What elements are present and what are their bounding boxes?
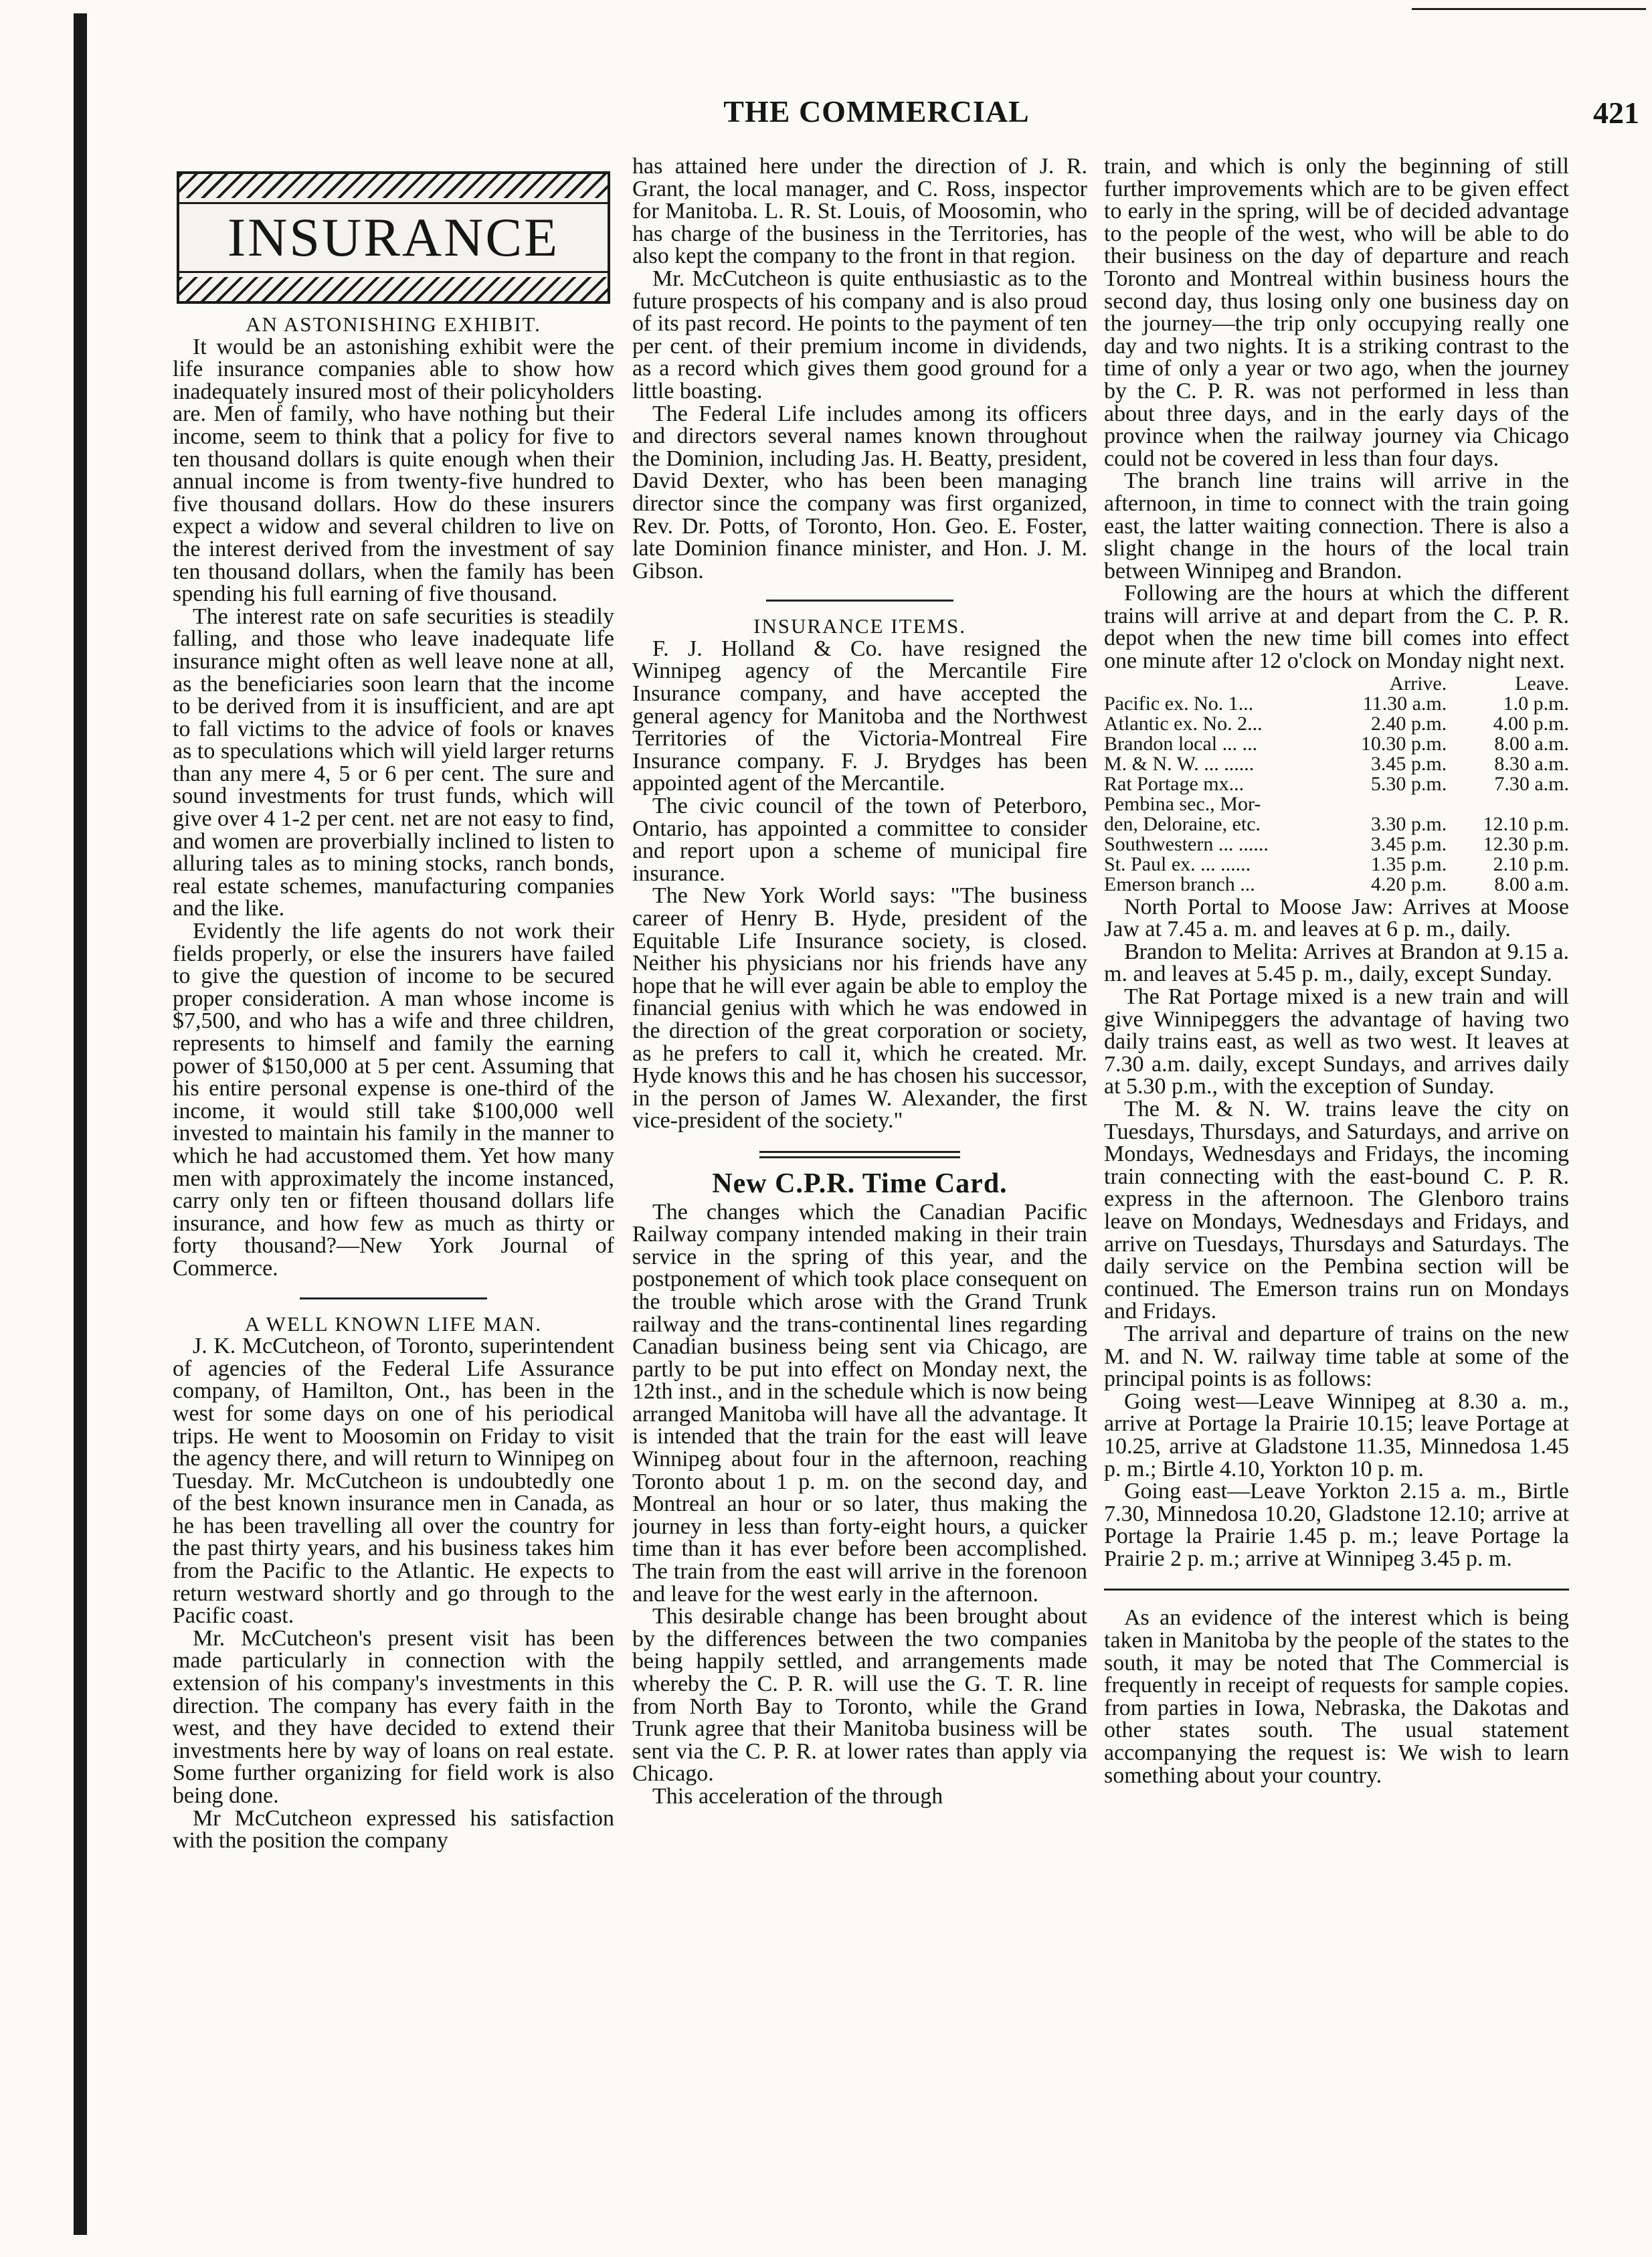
article-headline-cpr-time-card: New C.P.R. Time Card.: [712, 1168, 1008, 1199]
page-number: 421: [1593, 96, 1639, 130]
article-paragraph: train, and which is only the beginning of still further improvements which are to be given effect to early in the spring, will be of decided advantage to the people of the west, who will be able to do their business on the day of departure and reach Toronto and Montreal within business hours the second day, thus losing only one business day on the journey—the trip only occupying really one day and two nights. It is a striking contrast to the time of only a year or two ago, when the journey by the C. P. R. was not performed in less than about three days, and in the early days of the province when the railway journey via Chicago could not be covered in less than four days.: [1104, 155, 1569, 471]
train-timetable: [1104, 674, 1569, 895]
section-divider: [766, 600, 953, 602]
timetable-train-name: Southwestern ... ......: [1104, 832, 1269, 855]
article-paragraph: Mr. McCutcheon is quite enthusiastic as to the future prospects of his company and is also proud of its past record. He points to the payment of ten per cent. of their premium income in dividends, as a record which gives them good ground for a little boasting.: [632, 266, 1087, 403]
timetable-train-name: Pembina sec., Mor-: [1104, 792, 1261, 815]
timetable-train-name: Emerson branch ...: [1104, 873, 1255, 895]
timetable-row: [1104, 794, 1569, 814]
timetable-leave-time: 12.10 p.m.: [1483, 812, 1569, 835]
timetable-header-leave: Leave.: [1515, 672, 1569, 695]
section-divider: [1104, 1589, 1569, 1591]
timetable-arrive-time: 11.30 a.m.: [1362, 692, 1447, 715]
section-divider: [300, 1297, 487, 1299]
timetable-arrive-time: 10.30 p.m.: [1360, 732, 1447, 755]
timetable-row: [1104, 714, 1569, 734]
page-binding-edge: [74, 13, 87, 2235]
timetable-row: [1104, 774, 1569, 794]
top-rule: [1412, 8, 1646, 10]
timetable-train-name: Atlantic ex. No. 2...: [1104, 712, 1263, 735]
article-paragraph: North Portal to Moose Jaw: Arrives at Moose Jaw at 7.45 a. m. and leaves at 6 p. m., daily.: [1104, 894, 1569, 942]
timetable-train-name: Brandon local ... ...: [1104, 732, 1258, 755]
article-paragraph: has attained here under the direction of J. R. Grant, the local manager, and C. Ross, inspector for Manitoba. L. R. St. Louis, of Moosomin, who has charge of the business in the Territories, has also kept the company to the front in that region.: [632, 155, 1087, 269]
article-paragraph: Going east—Leave Yorkton 2.15 a. m., Birtle 7.30, Minnedosa 10.20, Gladstone 12.10; arrive at Portage la Prairie 1.45 p. m.; leave Portage la Prairie 2 p. m.; arrive at Winnipeg 3.45 p. m.: [1104, 1479, 1569, 1571]
article-paragraph: The branch line trains will arrive in the afternoon, in time to connect with the train going east, the latter waiting connection. There is also a slight change in the hours of the local train between Winnipeg and Brandon.: [1104, 468, 1569, 583]
timetable-arrive-time: 3.45 p.m.: [1370, 832, 1447, 855]
timetable-leave-time: 8.00 a.m.: [1494, 873, 1569, 895]
article-paragraph: Going west—Leave Winnipeg at 8.30 a. m., arrive at Portage la Prairie 10.15; leave Portage at 10.25, arrive at Gladstone 11.35, Minnedosa 1.45 p. m.; Birtle 4.10, Yorkton 10 p. m.: [1104, 1388, 1569, 1481]
article-paragraph: The interest rate on safe securities is steadily falling, and those who leave inadequate life insurance might often as well leave none at all, as the beneficiaries soon learn that the income to be derived from it is insufficient, and are apt to fall victims to the advice of fools or knaves as to speculations which will yield larger returns than any mere 4, 5 or 6 per cent. The sure and sound investments for trust funds, which will give over 4 1-2 per cent. net are not easy to find, and women are proverbially inclined to listen to alluring tales as to mining stocks, ranch bonds, real estate schemes, manufacturing companies and the like.: [173, 604, 614, 921]
timetable-leave-time: 7.30 a.m.: [1494, 772, 1569, 795]
article-paragraph: The civic council of the town of Peterboro, Ontario, has appointed a committee to consider and report upon a scheme of municipal fire insurance.: [632, 794, 1087, 886]
timetable-leave-time: 4.00 p.m.: [1493, 712, 1569, 735]
timetable-row: [1104, 854, 1569, 875]
timetable-train-name: Rat Portage mx...: [1104, 772, 1245, 795]
timetable-header-row: [1104, 674, 1569, 694]
article-paragraph: F. J. Holland & Co. have resigned the Winnipeg agency of the Mercantile Fire Insurance company, and have accepted the general agency for Manitoba and the Northwest Territories of the Victoria-Montreal Fire Insurance company. F. J. Brydges has been appointed agent of the Mercantile.: [632, 636, 1087, 796]
article-paragraph: As an evidence of the interest which is being taken in Manitoba by the people of the states to the south, it may be noted that The Commercial is frequently in receipt of requests for sample copies. from parties in Iowa, Nebraska, the Dakotas and other states south. The usual statement accompanying the request is: We wish to learn something about your country.: [1104, 1605, 1569, 1788]
column-2: [632, 155, 1087, 2243]
timetable-leave-time: 12.30 p.m.: [1483, 832, 1569, 855]
timetable-leave-time: 8.00 a.m.: [1494, 732, 1569, 755]
timetable-train-name: den, Deloraine, etc.: [1104, 812, 1261, 835]
article-headline-insurance-items: INSURANCE ITEMS.: [753, 614, 966, 638]
timetable-arrive-time: 2.40 p.m.: [1370, 712, 1447, 735]
timetable-arrive-time: 4.20 p.m.: [1370, 873, 1447, 895]
article-paragraph: The New York World says: "The business career of Henry B. Hyde, president of the Equitable Life Insurance society, is closed. Neither his physicians nor his friends have any hope that he will ever again be able to employ the financial genius with which he was endowed in the direction of the great corporation or society, as he prefers to call it, which he created. Mr. Hyde knows this and he has chosen his successor, in the person of James W. Alexander, the first vice-president of the society.": [632, 883, 1087, 1134]
article-paragraph: Following are the hours at which the different trains will arrive at and depart from the C. P. R. depot when the new time bill comes into effect one minute after 12 o'clock on Monday night next.: [1104, 581, 1569, 674]
timetable-row: [1104, 694, 1569, 714]
article-paragraph: This desirable change has been brought about by the differences between the two companies being happily settled, and arrangements made whereby the C. P. R. will use the G. T. R. line from North Bay to Toronto, while the Grand Trunk agree that their Manitoba business will be sent via the C. P. R. at lower rates than apply via Chicago.: [632, 1604, 1087, 1787]
timetable-row: [1104, 754, 1569, 774]
section-divider-double: [759, 1151, 960, 1158]
article-paragraph: Evidently the life agents do not work their fields properly, or else the insurers have failed to give the question of income to be secured proper consideration. A man whose income is $7,500, and who has a wife and three children, represents to himself and family the earning power of $150,000 at 5 per cent. Assuming that his entire personal expense is one-third of the income, it would still take $100,000 well invested to maintain his family in the manner to which he had accustomed them. Yet how many men with approximately the income instanced, carry only ten or fifteen thousand dollars life insurance, and how few as much as thirty or forty thousand?—New York Journal of Commerce.: [173, 919, 614, 1281]
article-paragraph: The changes which the Canadian Pacific Railway company intended making in their train service in the spring of this year, and the postponement of which took place consequent on the trouble which arose with the Grand Trunk railway and the trans-continental lines regarding Canadian business being sent via Chicago, are partly to be put into effect on Monday next, the 12th inst., and in the schedule which is now being arranged Manitoba will have all the advantage. It is intended that the train for the east will leave Winnipeg about four in the afternoon, reaching Toronto about 1 p. m. on the second day, and Montreal an hour or so later, thus making the journey in less than forty-eight hours, a quicker time than it has ever before been accomplished. The train from the east will arrive in the forenoon and leave for the west early in the afternoon.: [632, 1199, 1087, 1607]
timetable-row: [1104, 734, 1569, 754]
banner-ornament-bottom: [179, 277, 608, 301]
timetable-leave-time: 2.10 p.m.: [1493, 852, 1569, 875]
article-paragraph: It would be an astonishing exhibit were the life insurance companies able to show how inadequately insured most of their policyholders are. Men of family, who have nothing but their income, seem to think that a policy for five to ten thousand dollars is quite enough when their annual income is from twenty-five hundred to five thousand dollars. How do these insurers expect a widow and several children to live on the interest derived from the investment of say ten thousand dollars, when the family has been spending his full earning of five thousand.: [173, 334, 614, 607]
timetable-arrive-time: 3.30 p.m.: [1370, 812, 1447, 835]
timetable-arrive-time: 1.35 p.m.: [1370, 852, 1447, 875]
banner-title: INSURANCE: [179, 202, 608, 273]
column-3: [1104, 155, 1569, 2243]
article-headline-astonishing-exhibit: AN ASTONISHING EXHIBIT.: [246, 312, 541, 336]
article-paragraph: The M. & N. W. trains leave the city on Tuesdays, Thursdays, and Saturdays, and arrive on Mondays, Wednesdays and Fridays, the incoming train connecting with the east-bound C. P. R. express in the afternoon. The Glenboro trains leave on Mondays, Wednesdays and Fridays, and arrive on Tuesdays, Thursdays and Saturdays. The daily service on the Pembina section will be continued. The Emerson trains run on Mondays and Fridays.: [1104, 1097, 1569, 1324]
timetable-row: [1104, 834, 1569, 854]
article-paragraph: This acceleration of the through: [652, 1783, 943, 1809]
timetable-train-name: Pacific ex. No. 1...: [1104, 692, 1254, 715]
article-paragraph: Mr. McCutcheon's present visit has been made particularly in connection with the extension of his company's investments in this direction. The company has every faith in the west, and they have decided to extend their investments here by way of loans on real estate. Some further organizing for field work is also being done.: [173, 1625, 614, 1808]
banner-ornament-top: [179, 174, 608, 198]
article-paragraph: Brandon to Melita: Arrives at Brandon at 9.15 a. m. and leaves at 5.45 p. m., daily, except Sunday.: [1104, 939, 1569, 987]
timetable-header-train: [1104, 674, 1324, 694]
article-headline-life-man: A WELL KNOWN LIFE MAN.: [244, 1312, 543, 1336]
timetable-train-name: St. Paul ex. ... ......: [1104, 852, 1251, 875]
insurance-banner: [177, 171, 610, 304]
timetable-train-name: M. & N. W. ... ......: [1104, 752, 1255, 775]
article-paragraph: The arrival and departure of trains on the new M. and N. W. railway time table at some of the principal points is as follows:: [1104, 1321, 1569, 1392]
timetable-arrive-time: 5.30 p.m.: [1370, 772, 1447, 795]
timetable-arrive-time: 3.45 p.m.: [1370, 752, 1447, 775]
timetable-leave-time: 1.0 p.m.: [1503, 692, 1569, 715]
timetable-header-arrive: Arrive.: [1389, 672, 1447, 695]
column-1: [173, 155, 614, 2243]
timetable-leave-time: 8.30 a.m.: [1494, 752, 1569, 775]
timetable-row: [1104, 814, 1569, 834]
article-paragraph: The Rat Portage mixed is a new train and will give Winnipeggers the advantage of having two daily trains east, as well as two west. It leaves at 7.30 a.m. daily, except Sundays, and arrives daily at 5.30 p.m., with the exception of Sunday.: [1104, 984, 1569, 1099]
article-paragraph: Mr McCutcheon expressed his satisfaction with the position the company: [173, 1805, 614, 1854]
page-header-title: THE COMMERCIAL: [723, 94, 1030, 128]
article-paragraph: The Federal Life includes among its officers and directors several names known throughout the Dominion, including Jas. H. Beatty, president, David Dexter, who has been been managing director since the company was first organized, Rev. Dr. Potts, of Toronto, Hon. Geo. E. Foster, late Dominion finance minister, and Hon. J. M. Gibson.: [632, 401, 1087, 583]
timetable-row: [1104, 875, 1569, 895]
timetable-leave-time: [1447, 794, 1569, 814]
timetable-arrive-time: [1324, 794, 1447, 814]
article-paragraph: J. K. McCutcheon, of Toronto, superintendent of agencies of the Federal Life Assurance company, of Hamilton, Ont., has been in the west for some days on one of his periodical trips. He went to Moosomin on Friday to visit the agency there, and will return to Winnipeg on Tuesday. Mr. McCutcheon is undoubtedly one of the best known insurance men in Canada, as he has been travelling all over the country for the past thirty years, and his business takes him from the Pacific to the Atlantic. He expects to return westward shortly and go through to the Pacific coast.: [173, 1334, 614, 1629]
